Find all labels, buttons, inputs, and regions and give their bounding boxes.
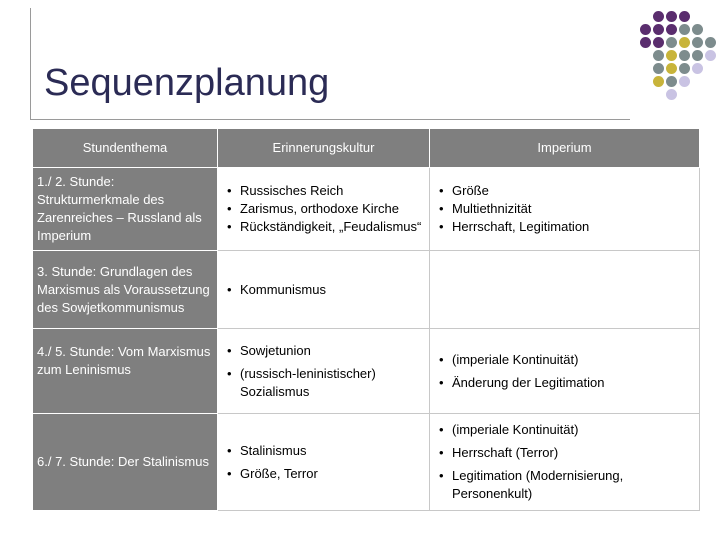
decorative-dot	[666, 89, 677, 100]
row1-theme: 1./ 2. Stunde: Strukturmerkmale des Zarenreiches – Russland als Imperium	[33, 168, 218, 251]
decorative-dot	[666, 50, 677, 61]
decorative-dot	[679, 50, 690, 61]
decorative-dot	[705, 37, 716, 48]
row4-theme: 6./ 7. Stunde: Der Stalinismus	[33, 414, 218, 511]
row4-imperium	[430, 414, 700, 511]
row3-imperium	[430, 329, 700, 414]
title-horizontal-rule	[30, 119, 630, 120]
list-item: • Sowjetunion	[227, 342, 311, 358]
decorative-dot	[679, 37, 690, 48]
decorative-dot	[692, 37, 703, 48]
list-item: • Russisches Reich	[227, 183, 344, 198]
list-item: • Herrschaft, Legitimation	[439, 219, 590, 234]
table-row	[33, 329, 700, 414]
decorative-dot	[666, 37, 677, 48]
row3-kultur	[218, 329, 430, 414]
title-vertical-rule	[30, 8, 31, 120]
decorative-dot	[679, 24, 690, 35]
list-item: • Zarismus, orthodoxe Kirche	[227, 201, 399, 216]
header-erinnerungskultur: Erinnerungskultur	[218, 129, 430, 168]
header-stundenthema: Stundenthema	[33, 129, 218, 168]
decorative-dot	[666, 76, 677, 87]
row4-kultur	[218, 414, 430, 511]
decorative-dot	[666, 11, 677, 22]
row1-imperium	[430, 168, 700, 251]
row2-imperium	[430, 251, 700, 329]
decorative-dot	[666, 24, 677, 35]
decorative-dot	[653, 37, 664, 48]
sequence-table	[32, 128, 700, 511]
row2-theme: 3. Stunde: Grundlagen des Marxismus als Voraussetzung des Sowjetkommunismus	[33, 251, 218, 329]
decorative-dot	[653, 76, 664, 87]
row2-kultur	[218, 251, 430, 329]
list-item: • Multiethnizität	[439, 201, 532, 216]
list-item: • Größe	[439, 183, 489, 198]
decorative-dot	[653, 24, 664, 35]
decorative-dot	[640, 37, 651, 48]
decorative-dot	[640, 24, 651, 35]
list-item: • (imperiale Kontinuität)	[439, 351, 579, 367]
list-item: • Größe, Terror	[227, 465, 318, 481]
list-item: • Stalinismus	[227, 442, 307, 458]
list-item: • (imperiale Kontinuität)	[439, 422, 579, 437]
decorative-dot	[679, 63, 690, 74]
table-row	[33, 251, 700, 329]
list-item: • Kommunismus	[227, 281, 326, 297]
table-row	[33, 168, 700, 251]
decorative-dot	[653, 50, 664, 61]
list-item: • Herrschaft (Terror)	[439, 445, 559, 460]
list-item: • (russisch-leninistischer) Sozialismus	[227, 365, 376, 399]
list-item: • Rückständigkeit, „Feudalismus“	[227, 219, 422, 234]
header-imperium: Imperium	[430, 129, 700, 168]
row1-kultur	[218, 168, 430, 251]
decorative-dot	[653, 63, 664, 74]
decorative-dot	[692, 63, 703, 74]
page-title: Sequenzplanung	[44, 62, 330, 104]
decorative-dot	[692, 50, 703, 61]
list-item: • Legitimation (Modernisierung, Personenkult)	[439, 468, 624, 501]
table-row	[33, 414, 700, 511]
decorative-dot	[653, 11, 664, 22]
decorative-dot	[666, 63, 677, 74]
decorative-dot	[705, 50, 716, 61]
decorative-dot	[679, 11, 690, 22]
decorative-dot	[679, 76, 690, 87]
table-header-row	[33, 129, 700, 168]
list-item: • Änderung der Legitimation	[439, 374, 605, 390]
decorative-dot	[692, 24, 703, 35]
row3-theme: 4./ 5. Stunde: Vom Marxismus zum Leninismus	[33, 329, 218, 414]
